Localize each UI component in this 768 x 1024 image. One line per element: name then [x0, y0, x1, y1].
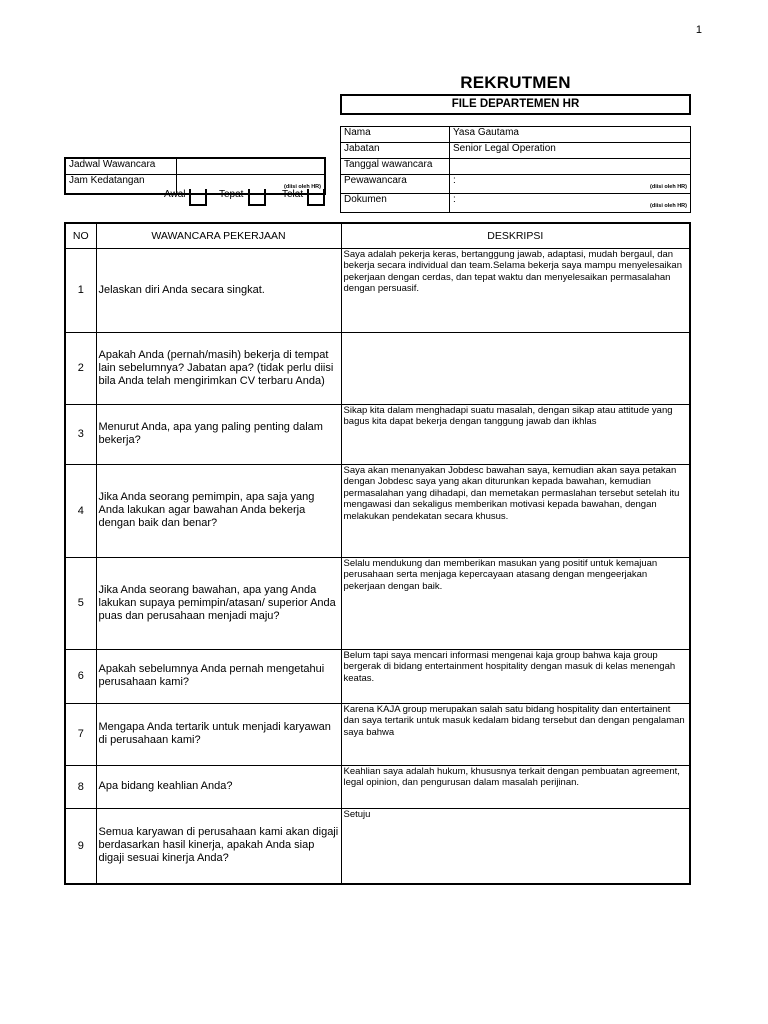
hr-fill-note: (diisi oleh HR): [650, 184, 687, 190]
info-row-documents: [341, 194, 691, 213]
row-question: Apakah sebelumnya Anda pernah mengetahui perusahaan kami?: [96, 649, 341, 703]
header-question: WAWANCARA PEKERJAAN: [96, 223, 341, 248]
row-question: Apakah Anda (pernah/masih) bekerja di tempat lain sebelumnya? Jabatan apa? (tidak perlu diisi bila Anda telah mengirimkan CV terbaru Anda): [96, 332, 341, 404]
arrival-ontime-checkbox[interactable]: [248, 189, 266, 206]
interview-table-header: [65, 223, 690, 248]
arrival-late-checkbox[interactable]: [307, 189, 325, 206]
header-no: NO: [65, 223, 96, 248]
row-question: Menurut Anda, apa yang paling penting dalam bekerja?: [96, 404, 341, 464]
hr-fill-note: (diisi oleh HR): [650, 203, 687, 209]
row-question: Mengapa Anda tertarik untuk menjadi karyawan di perusahaan kami?: [96, 703, 341, 765]
info-row-position: [341, 143, 691, 159]
header-description: DESKRIPSI: [341, 223, 690, 248]
info-label: Nama: [341, 127, 450, 143]
info-row-interview-date: [341, 159, 691, 175]
table-row: [65, 808, 690, 884]
row-answer[interactable]: Setuju: [341, 808, 690, 884]
row-answer[interactable]: Keahlian saya adalah hukum, khususnya terkait dengan pembuatan agreement, legal opinion, dan pengurusan dalam masalah perijinan.: [341, 765, 690, 808]
row-answer[interactable]: [341, 332, 690, 404]
row-answer[interactable]: Karena KAJA group merupakan salah satu bidang hospitality dan entertainent dan saya tertarik untuk masuk kedalam bidang tersebut dan dengan pengalaman saya bahwa: [341, 703, 690, 765]
row-number: 9: [65, 808, 96, 884]
row-number: 8: [65, 765, 96, 808]
table-row: [65, 649, 690, 703]
table-row: [65, 557, 690, 649]
row-answer[interactable]: Sikap kita dalam menghadapi suatu masalah, dengan sikap atau attitude yang bagus kita dapat bekerja dengan tanggung jawab dan ikhlas: [341, 404, 690, 464]
interview-table: [64, 222, 691, 885]
table-row: [65, 765, 690, 808]
row-answer[interactable]: Belum tapi saya mencari informasi mengenai kaja group bahwa kaja group bergerak di bidang entertainment hospitality dengan masuk di kelas menengah keatas.: [341, 649, 690, 703]
schedule-row-interview: [65, 158, 325, 174]
info-label: Pewawancara: [341, 175, 450, 194]
row-question: Semua karyawan di perusahaan kami akan digaji berdasarkan hasil kinerja, apakah Anda siap digaji sesuai kinerja Anda?: [96, 808, 341, 884]
arrival-option-ontime-label: Tepat: [219, 189, 244, 200]
info-label: Jabatan: [341, 143, 450, 159]
row-number: 7: [65, 703, 96, 765]
row-number: 2: [65, 332, 96, 404]
info-value-text: :: [453, 194, 456, 205]
table-row: [65, 404, 690, 464]
row-number: 3: [65, 404, 96, 464]
row-answer[interactable]: Selalu mendukung dan memberikan masukan yang positif untuk kemajuan perusahaan serta menjaga kepercayaan atasang dengan mengeerjakan pekerjaan dengan baik.: [341, 557, 690, 649]
info-value[interactable]: [450, 194, 691, 213]
candidate-info-table: [340, 126, 691, 213]
info-row-interviewer: [341, 175, 691, 194]
arrival-early-checkbox[interactable]: [189, 189, 207, 206]
row-answer[interactable]: Saya adalah pekerja keras, bertanggung jawab, adaptasi, mudah bergaul, dan bekerja secara individual dan team.Selama bekerja saya mampu menyelesaikan pekerjaan dengan cerdas, dan tepat waktu dan menyelesaikan permasalahan dengan persuasif.: [341, 248, 690, 332]
info-label: Tanggal wawancara: [341, 159, 450, 175]
info-value-text: Senior Legal Operation: [453, 143, 556, 154]
row-question: Apa bidang keahlian Anda?: [96, 765, 341, 808]
row-answer[interactable]: Saya akan menanyakan Jobdesc bawahan saya, kemudian akan saya petakan dengan Jobdesc saya yang akan diturunkan kepada bawahan, kemudian permasalahan yang dihadapi, dan memetakan permaslahan tersebut setelah itu mengawasi dan sekaligus memberikan motivasi kepada bawahan, dengan melakukan pendekatan secara khusus.: [341, 464, 690, 557]
row-number: 6: [65, 649, 96, 703]
schedule-value[interactable]: [176, 158, 325, 174]
info-value[interactable]: [450, 175, 691, 194]
table-row: [65, 248, 690, 332]
document-title: REKRUTMEN: [460, 73, 571, 92]
hr-fill-note: (diisi oleh HR): [284, 183, 321, 190]
row-question: Jika Anda seorang bawahan, apa yang Anda lakukan supaya pemimpin/atasan/ superior Anda puas dan perusahaan menjadi maju?: [96, 557, 341, 649]
schedule-label: Jam Kedatangan: [65, 174, 176, 194]
page-number: 1: [695, 24, 702, 36]
row-question: Jelaskan diri Anda secara singkat.: [96, 248, 341, 332]
table-row: [65, 332, 690, 404]
arrival-option-early-label: Awal: [164, 189, 186, 200]
row-number: 4: [65, 464, 96, 557]
info-value-text: Yasa Gautama: [453, 127, 519, 138]
row-number: 5: [65, 557, 96, 649]
info-value[interactable]: [450, 127, 691, 143]
info-value[interactable]: [450, 143, 691, 159]
document-subtitle: FILE DEPARTEMEN HR: [340, 94, 691, 115]
table-row: [65, 464, 690, 557]
arrival-option-late-label: Telat: [282, 189, 304, 200]
row-number: 1: [65, 248, 96, 332]
schedule-label: Jadwal Wawancara: [65, 158, 176, 174]
arrival-options: [64, 189, 326, 207]
info-value[interactable]: [450, 159, 691, 175]
info-value-text: :: [453, 175, 456, 186]
row-question: Jika Anda seorang pemimpin, apa saja yang Anda lakukan agar bawahan Anda bekerja dengan baik dan benar?: [96, 464, 341, 557]
info-label: Dokumen: [341, 194, 450, 213]
info-row-name: [341, 127, 691, 143]
table-row: [65, 703, 690, 765]
